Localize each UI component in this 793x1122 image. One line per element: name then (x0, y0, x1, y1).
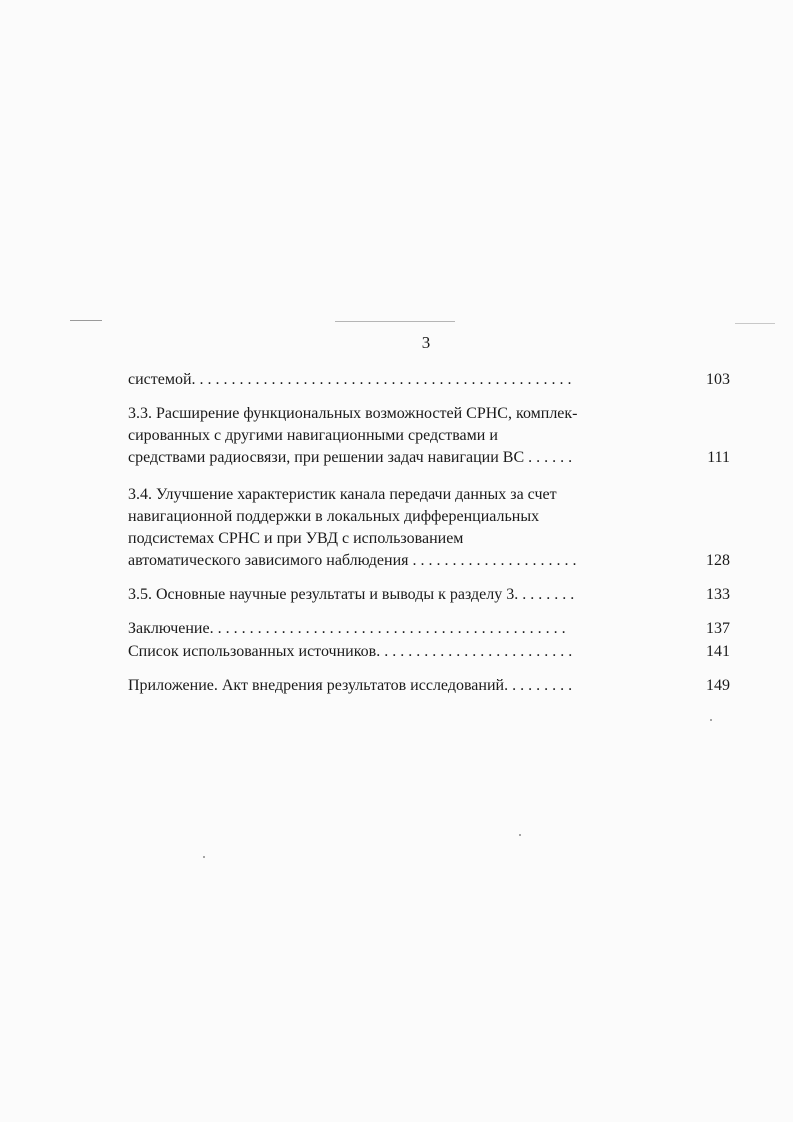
toc-entry[interactable] (128, 618, 730, 640)
toc-entry-page: 137 (706, 620, 730, 637)
page-number: 3 (421, 333, 431, 352)
toc-entry-page: 141 (706, 643, 730, 660)
toc-entry[interactable] (128, 484, 730, 572)
toc-entry-title: 3.4. Улучшение характеристик канала передачи данных за счет навигационной поддержки в локальных дифференциальных подсистемах СРНС и при УВД с использованием автоматического зависимого наблюдения . . . . . . . . . . . . . . . . . . . . . (128, 486, 577, 569)
toc-entry[interactable] (128, 641, 730, 663)
toc-entry-title: Приложение. Акт внедрения результатов исследований. . . . . . . . . (128, 677, 573, 694)
scan-speck (203, 856, 205, 858)
toc-entry-title: 3.5. Основные научные результаты и выводы к разделу 3. . . . . . . . (128, 586, 575, 603)
scan-line-center (335, 321, 455, 322)
toc-entry[interactable] (128, 584, 730, 606)
toc-entry-page: 103 (706, 371, 730, 388)
toc-entry-page: 128 (706, 552, 730, 569)
table-of-contents (128, 369, 730, 697)
scan-line-left (70, 320, 102, 321)
toc-entry-title: Заключение. . . . . . . . . . . . . . . . . . . . . . . . . . . . . . . . . . . . . . . . . . . . . (128, 620, 566, 637)
toc-entry-page: 149 (706, 677, 730, 694)
toc-entry[interactable] (128, 369, 730, 391)
scan-line-right (735, 323, 775, 324)
toc-entry-title: 3.3. Расширение функциональных возможностей СРНС, комплек- сированных с другими навигационными средствами и средствами радиосвязи, при решении задач навигации ВС . . . . . . (128, 405, 578, 466)
toc-entry-title: системой. . . . . . . . . . . . . . . . . . . . . . . . . . . . . . . . . . . . . . . . . . . . . . . . (128, 371, 572, 388)
scan-speck (519, 834, 521, 836)
toc-entry-page: 111 (707, 449, 730, 466)
toc-entry[interactable] (128, 675, 730, 697)
toc-entry-page: 133 (706, 586, 730, 603)
scan-speck (710, 719, 712, 721)
toc-entry[interactable] (128, 403, 730, 469)
toc-entry-title: Список использованных источников. . . . . . . . . . . . . . . . . . . . . . . . . (128, 643, 573, 660)
